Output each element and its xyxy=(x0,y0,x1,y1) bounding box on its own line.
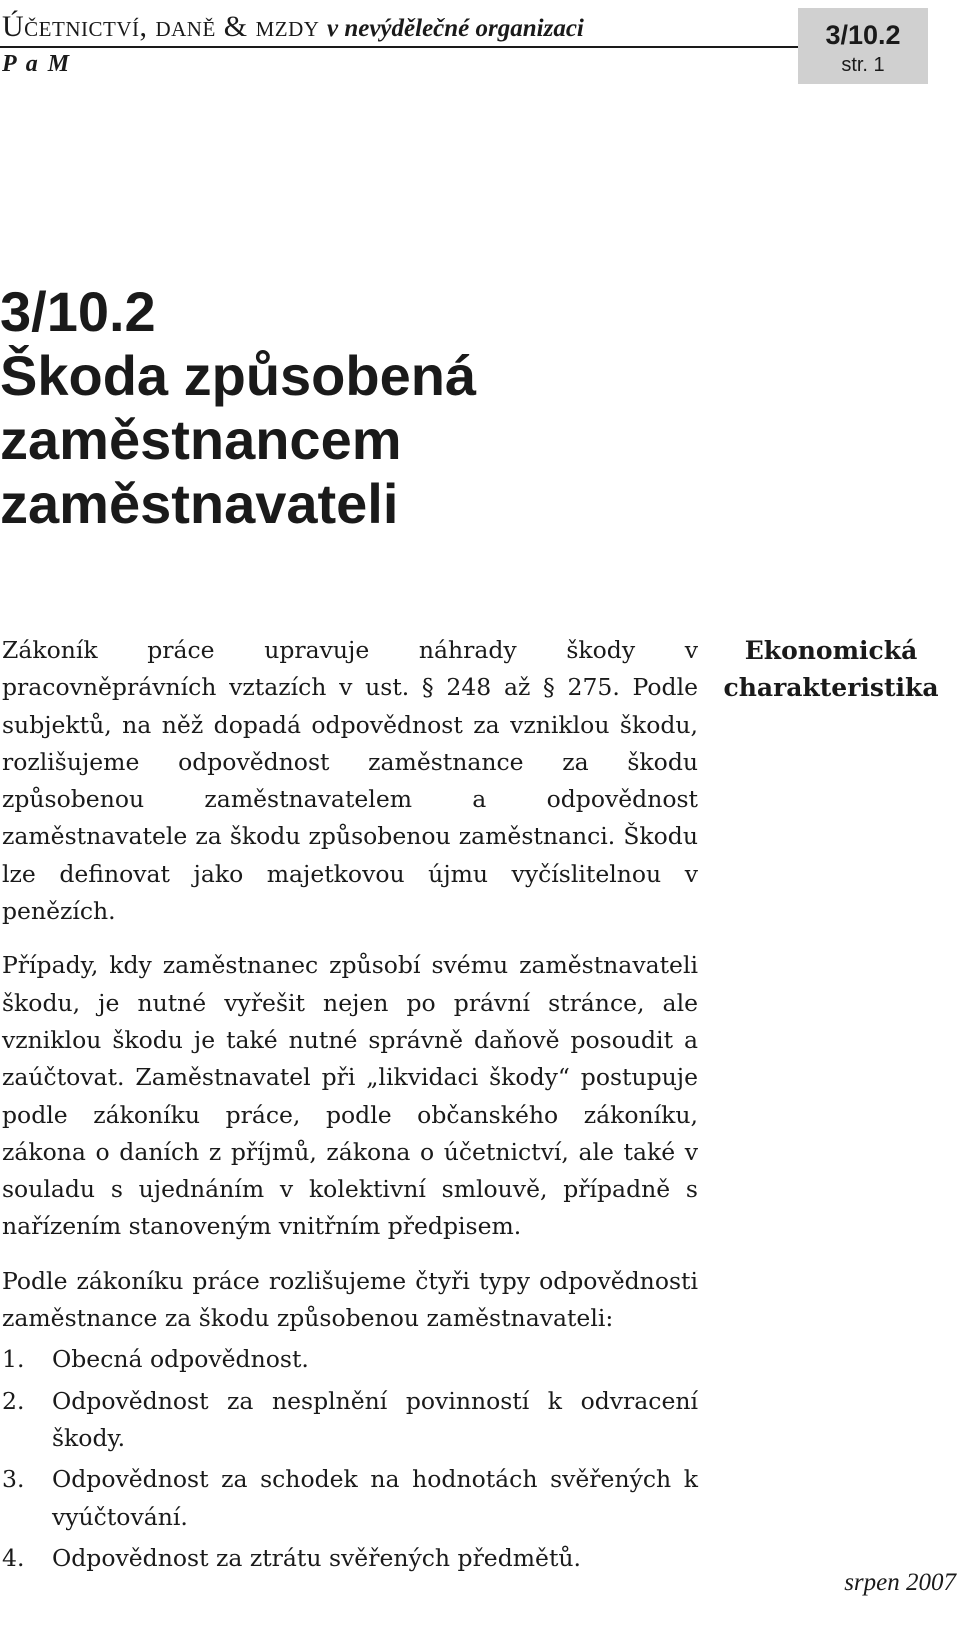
paragraph-cases: Případy, kdy zaměstnanec způsobí svému zaměstnavateli škodu, je nutné vyřešit nejen po právní stránce, ale vzniklou škodu je také nutné správně daňově posoudit a zaúčtovat. Zaměstnavatel při „likvidaci škody“ postupuje podle zákoníku práce, podle občanského zákoníku, zákona o daních z příjmů, zákona o účetnictví, ale také v souladu s ujednáním v kolektivní smlouvě, případně s nařízením stanoveným vnitřním předpisem. xyxy=(2,951,698,1241)
header-divider xyxy=(0,46,798,48)
publication-title-main: Účetnictví, daně & mzdy xyxy=(2,10,320,43)
list-item-text: Odpovědnost za nesplnění povinností k odvracení škody. xyxy=(52,1386,698,1452)
chapter-title-line-2: zaměstnancem xyxy=(0,408,402,471)
section-badge xyxy=(798,8,928,84)
chapter-title-line-3: zaměstnavateli xyxy=(0,472,399,535)
list-item-text: Odpovědnost za ztrátu svěřených předmětů. xyxy=(52,1543,581,1572)
chapter-title-line-1: Škoda způsobená xyxy=(0,344,477,407)
list-item xyxy=(2,1383,698,1458)
list-item-text: Obecná odpovědnost. xyxy=(52,1345,309,1374)
paragraph-types: Podle zákoníku práce rozlišujeme čtyři typy odpovědnosti zaměstnance za škodu způsobenou zaměstnavateli: xyxy=(2,1266,698,1333)
chapter-number: 3/10.2 xyxy=(0,280,156,343)
list-item-number: 3. xyxy=(2,1465,25,1494)
list-item xyxy=(2,1341,698,1378)
article-body xyxy=(2,632,698,1577)
list-item-number: 4. xyxy=(2,1543,25,1572)
list-item-number: 2. xyxy=(2,1386,25,1415)
page-number: str. 1 xyxy=(841,54,885,76)
list-item xyxy=(2,1461,698,1536)
list-item-number: 1. xyxy=(2,1345,25,1374)
side-heading-line-2: charakteristika xyxy=(723,673,939,702)
chapter-title xyxy=(0,280,680,536)
publication-title-sub: v nevýdělečné organizaci xyxy=(326,15,584,42)
responsibility-types-list xyxy=(2,1341,698,1577)
publication-title xyxy=(2,10,782,46)
issue-date: srpen 2007 xyxy=(844,1569,956,1596)
publication-subtitle: P a M xyxy=(2,51,72,77)
side-heading xyxy=(706,632,956,706)
paragraph-intro: Zákoník práce upravuje náhrady škody v pracovněprávních vztazích v ust. § 248 až § 275. Podle subjektů, na něž dopadá odpovědnost za vzniklou škodu, rozlišujeme odpovědnost zaměstnance za škodu způsobenou zaměstnavatelem a odpovědnost zaměstnavatele za škodu způsobenou zaměstnanci. Škodu lze definovat jako majetkovou újmu vyčíslitelnou v penězích. xyxy=(2,636,698,926)
section-number: 3/10.2 xyxy=(825,20,901,50)
list-item xyxy=(2,1540,698,1577)
list-item-text: Odpovědnost za schodek na hodnotách svěřených k vyúčtování. xyxy=(52,1465,698,1531)
side-heading-line-1: Ekonomická xyxy=(744,636,918,665)
